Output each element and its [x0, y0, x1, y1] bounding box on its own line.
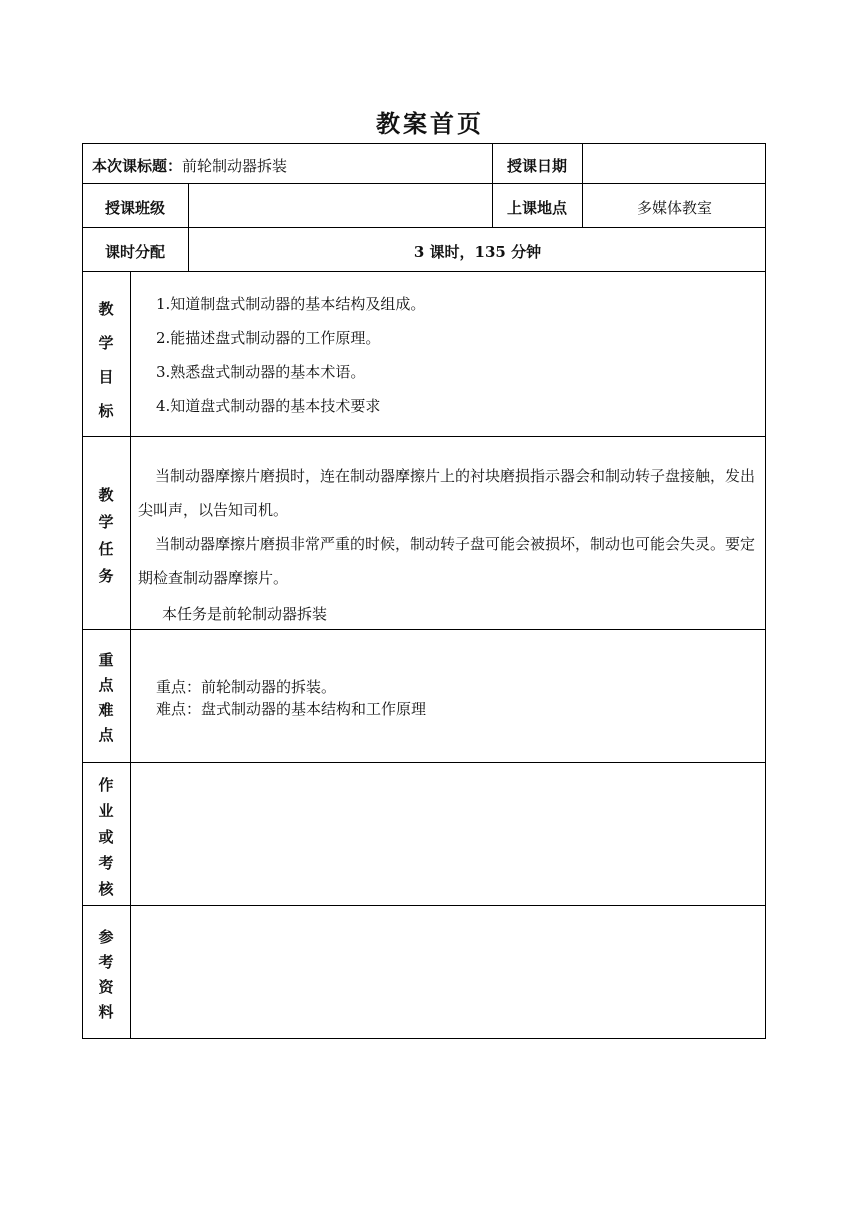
objective-item: 1.知道制盘式制动器的基本结构及组成。	[156, 295, 426, 313]
keypoints-label: 重 点 难 点	[98, 651, 114, 744]
hours-label: 课时分配	[104, 243, 165, 261]
row-divider	[82, 762, 766, 763]
teaching-date-label: 授课日期	[506, 157, 567, 175]
column-divider	[130, 271, 131, 1039]
objective-item: 2.能描述盘式制动器的工作原理。	[156, 329, 381, 347]
row-divider	[82, 227, 766, 228]
page-title: 教案首页	[376, 109, 484, 138]
task-paragraph-1: 当制动器摩擦片磨损时，连在制动器摩擦片上的衬块磨损指示器会和制动转子盘接触，发出尖叫声，以告知司机。	[138, 467, 756, 519]
row-divider	[82, 436, 766, 437]
tasks-label: 教 学 任 务	[98, 486, 114, 585]
course-title-cell	[92, 155, 287, 176]
course-title-value: 前轮制动器拆装	[182, 157, 288, 175]
task-paragraph-3: 本任务是前轮制动器拆装	[162, 605, 328, 623]
row-divider	[82, 271, 766, 272]
class-label: 授课班级	[104, 199, 165, 217]
key-point: 重点：前轮制动器的拆装。	[156, 678, 337, 696]
objective-item: 3.熟悉盘式制动器的基本术语。	[156, 363, 366, 381]
objective-item: 4.知道盘式制动器的基本技术要求	[156, 397, 381, 415]
difficult-point: 难点：盘式制动器的基本结构和工作原理	[156, 700, 427, 718]
row-divider	[82, 183, 766, 184]
objectives-label: 教 学 目 标	[98, 300, 114, 420]
location-value: 多媒体教室	[636, 199, 712, 217]
row-divider	[82, 905, 766, 906]
location-label: 上课地点	[506, 199, 567, 217]
references-label: 参 考 资 料	[98, 928, 114, 1021]
homework-label: 作 业 或 考 核	[98, 776, 114, 898]
task-paragraph-2: 当制动器摩擦片磨损非常严重的时候，制动转子盘可能会被损坏，制动也可能会失灵。要定期检查制动器摩擦片。	[138, 535, 756, 587]
course-title-label: 本次课标题：	[92, 157, 183, 175]
hours-value: 3 课时，135 分钟	[413, 243, 542, 261]
row-divider	[82, 629, 766, 630]
